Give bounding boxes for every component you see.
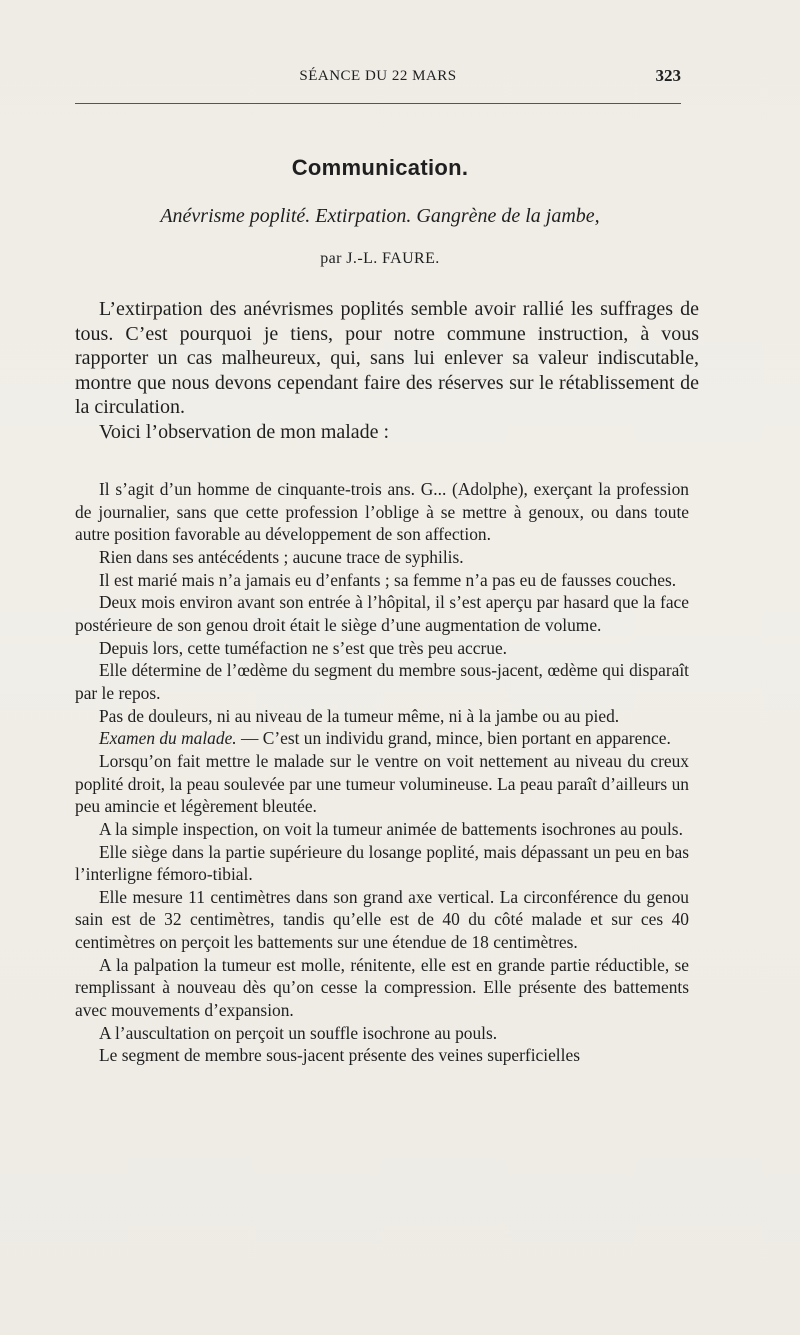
running-title: SÉANCE DU 22 MARS xyxy=(299,68,457,84)
exam-label: Examen du malade. xyxy=(99,728,237,749)
article-title: Anévrisme poplité. Extirpation. Gangrène de la jambe, xyxy=(160,205,600,227)
observation-paragraph: Elle détermine de l’œdème du segment du membre sous-jacent, œdème qui disparaît par le repos. xyxy=(75,660,689,703)
observation-paragraph: Deux mois environ avant son entrée à l’hôpital, il s’est aperçu par hasard que la face postérieure de son genou droit était le siège d’une augmentation de volume. xyxy=(75,592,689,635)
introduction xyxy=(75,297,699,445)
running-head xyxy=(75,64,681,96)
observation-paragraph: Le segment de membre sous-jacent présente des veines superficielles xyxy=(99,1045,580,1066)
observation-paragraph: A l’auscultation on perçoit un souffle isochrone au pouls. xyxy=(99,1022,498,1043)
intro-paragraph: L’extirpation des anévrismes poplités semble avoir rallié les suffrages de tous. C’est pourquoi je tiens, pour notre commune instruction, à vous rapporter un cas malheureux, qui, sans lui enlever sa valeur indiscutable, montre que nous devons cependant faire des réserves sur le rétablissement de la circulation. xyxy=(75,298,699,419)
observation-paragraph: Elle mesure 11 centimètres dans son grand axe vertical. La circonférence du genou sain est de 32 centimètres, tandis qu’elle est de 40 du côté malade et sur ces 40 centimètres on perçoit les battements sur une étendue de 18 centimètres. xyxy=(75,886,689,953)
observation-paragraph xyxy=(75,727,689,750)
observation-paragraph: Il est marié mais n’a jamais eu d’enfants ; sa femme n’a pas eu de fausses couches. xyxy=(99,569,677,590)
observation-paragraph: A la simple inspection, on voit la tumeur animée de battements isochrones au pouls. xyxy=(99,818,683,839)
observation-text xyxy=(75,478,689,1067)
page-number: 323 xyxy=(655,66,681,85)
observation-paragraph: Il s’agit d’un homme de cinquante-trois ans. G... (Adolphe), exerçant la profession de journalier, sans que cette profession l’oblige à se mettre à genoux, ou dans toute autre position favorable au développement de son affection. xyxy=(75,479,689,545)
intro-paragraph: Voici l’observation de mon malade : xyxy=(99,420,390,443)
observation-paragraph: Depuis lors, cette tuméfaction ne s’est que très peu accrue. xyxy=(99,637,508,658)
observation-paragraph: Rien dans ses antécédents ; aucune trace de syphilis. xyxy=(99,546,464,567)
section-title: Communication. xyxy=(291,155,469,180)
author-byline: par J.-L. FAURE. xyxy=(320,250,440,267)
exam-text: — C’est un individu grand, mince, bien portant en apparence. xyxy=(236,728,671,749)
observation-paragraph: Pas de douleurs, ni au niveau de la tumeur même, ni à la jambe ou au pied. xyxy=(99,705,620,726)
observation-paragraph: Elle siège dans la partie supérieure du losange poplité, mais dépassant un peu en bas l’interligne fémoro-tibial. xyxy=(75,841,689,885)
observation-paragraph: A la palpation la tumeur est molle, rénitente, elle est en grande partie réductible, se remplissant à nouveau dès qu’on cesse la compression. Elle présente des battements avec mouvements d’expansion. xyxy=(75,954,689,1021)
observation-paragraph: Lorsqu’on fait mettre le malade sur le ventre on voit nettement au niveau du creux poplité droit, la peau soulevée par une tumeur volumineuse. La peau paraît d’ailleurs un peu amincie et légèrement bleutée. xyxy=(75,750,689,817)
header-rule xyxy=(75,103,681,104)
